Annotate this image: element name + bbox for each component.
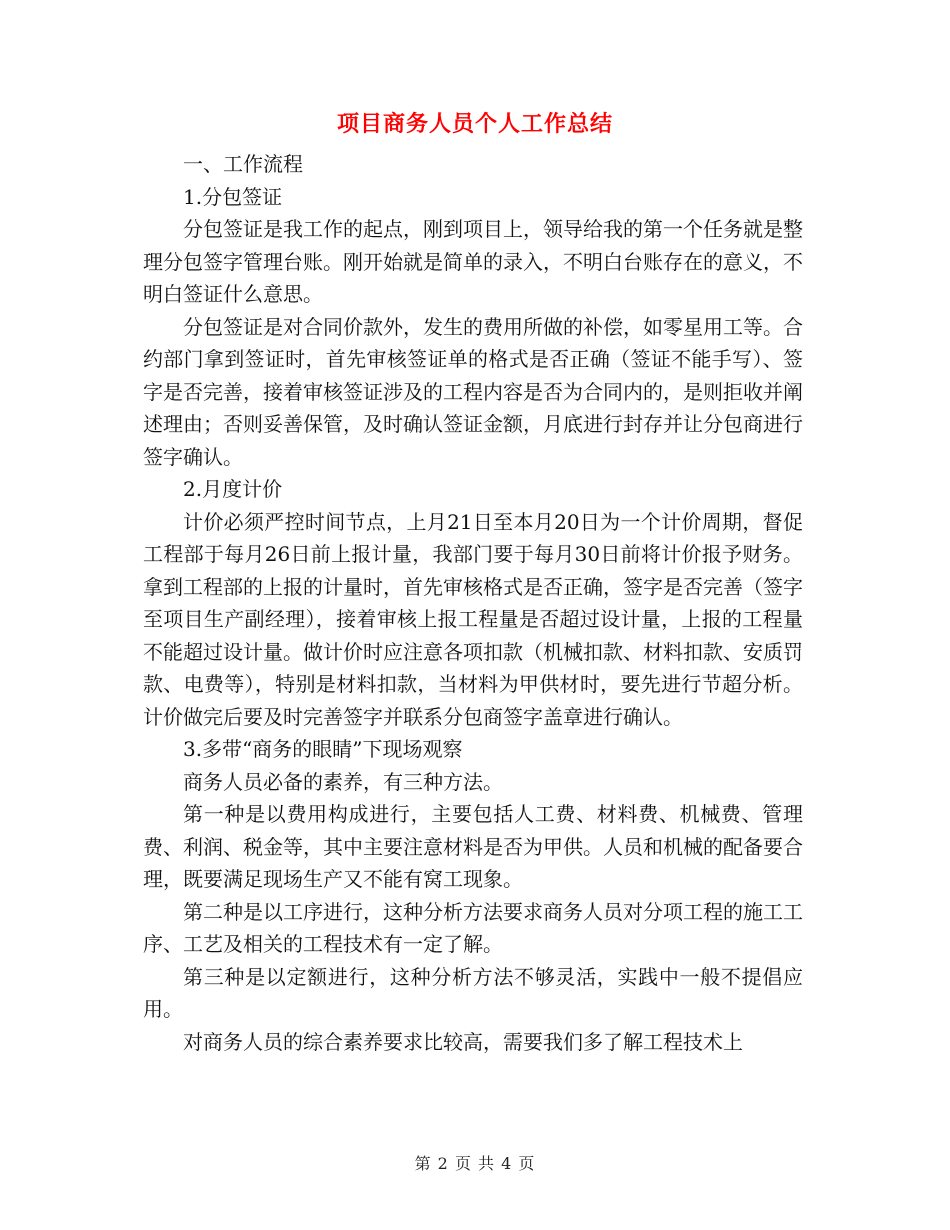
footer-middle: 页 共 [454, 1154, 496, 1173]
body-paragraph: 商务人员必备的素养，有三种方法。 [183, 769, 503, 794]
subheading-monthly-valuation: 2.月度计价 [183, 477, 283, 501]
footer-page-number: 2 [437, 1154, 449, 1173]
body-paragraph: 第二种是以工序进行，这种分析方法要求商务人员对分项工程的施工工序、工艺及相关的工程技术有一定了解。 [143, 899, 803, 956]
body-paragraph: 分包签证是我工作的起点，刚到项目上，领导给我的第一个任务就是整理分包签字管理台账。刚开始就是简单的录入，不明白台账存在的意义，不明白签证什么意思。 [143, 217, 803, 306]
subheading-subcontract-visa: 1.分包签证 [183, 184, 283, 209]
body-paragraph: 第三种是以定额进行，这种分析方法不够灵活，实践中一般不提倡应用。 [143, 964, 803, 1021]
document-title: 项目商务人员个人工作总结 [336, 112, 613, 137]
footer-prefix: 第 [414, 1154, 432, 1173]
document-body [143, 148, 803, 1058]
body-paragraph: 第一种是以费用构成进行，主要包括人工费、材料费、机械费、管理费、利润、税金等，其中主要注意材料是否为甲供。人员和机械的配备要合理，既要满足现场生产又不能有窝工现象。 [143, 802, 803, 891]
footer-total-pages: 4 [501, 1154, 513, 1173]
body-paragraph: 对商务人员的综合素养要求比较高，需要我们多了解工程技术上 [183, 1029, 743, 1054]
heading-work-process: 一、工作流程 [183, 152, 303, 176]
footer-suffix: 页 [518, 1154, 536, 1173]
body-paragraph: 计价必须严控时间节点，上月21日至本月20日为一个计价周期，督促工程部于每月26日前上报计量，我部门要于每月30日前将计价报予财务。拿到工程部的上报的计量时，首先审核格式是否正确，签字是否完善（签字至项目生产副经理），接着审核上报工程量是否超过设计量，上报的工程量不能超过设计量。做计价时应注意各项扣款（机械扣款、材料扣款、安质罚款、电费等），特别是材料扣款，当材料为甲供材时，要先进行节超分析。计价做完后要及时完善签字并联系分包商签字盖章进行确认。 [143, 509, 803, 729]
subheading-site-observation: 3.多带“商务的眼睛”下现场观察 [183, 737, 463, 761]
page-footer [0, 1153, 950, 1175]
body-paragraph: 分包签证是对合同价款外，发生的费用所做的补偿，如零星用工等。合约部门拿到签证时，首先审核签证单的格式是否正确（签证不能手写）、签字是否完善，接着审核签证涉及的工程内容是否为合同内的，是则拒收并阐述理由；否则妥善保管，及时确认签证金额，月底进行封存并让分包商进行签字确认。 [143, 314, 803, 469]
